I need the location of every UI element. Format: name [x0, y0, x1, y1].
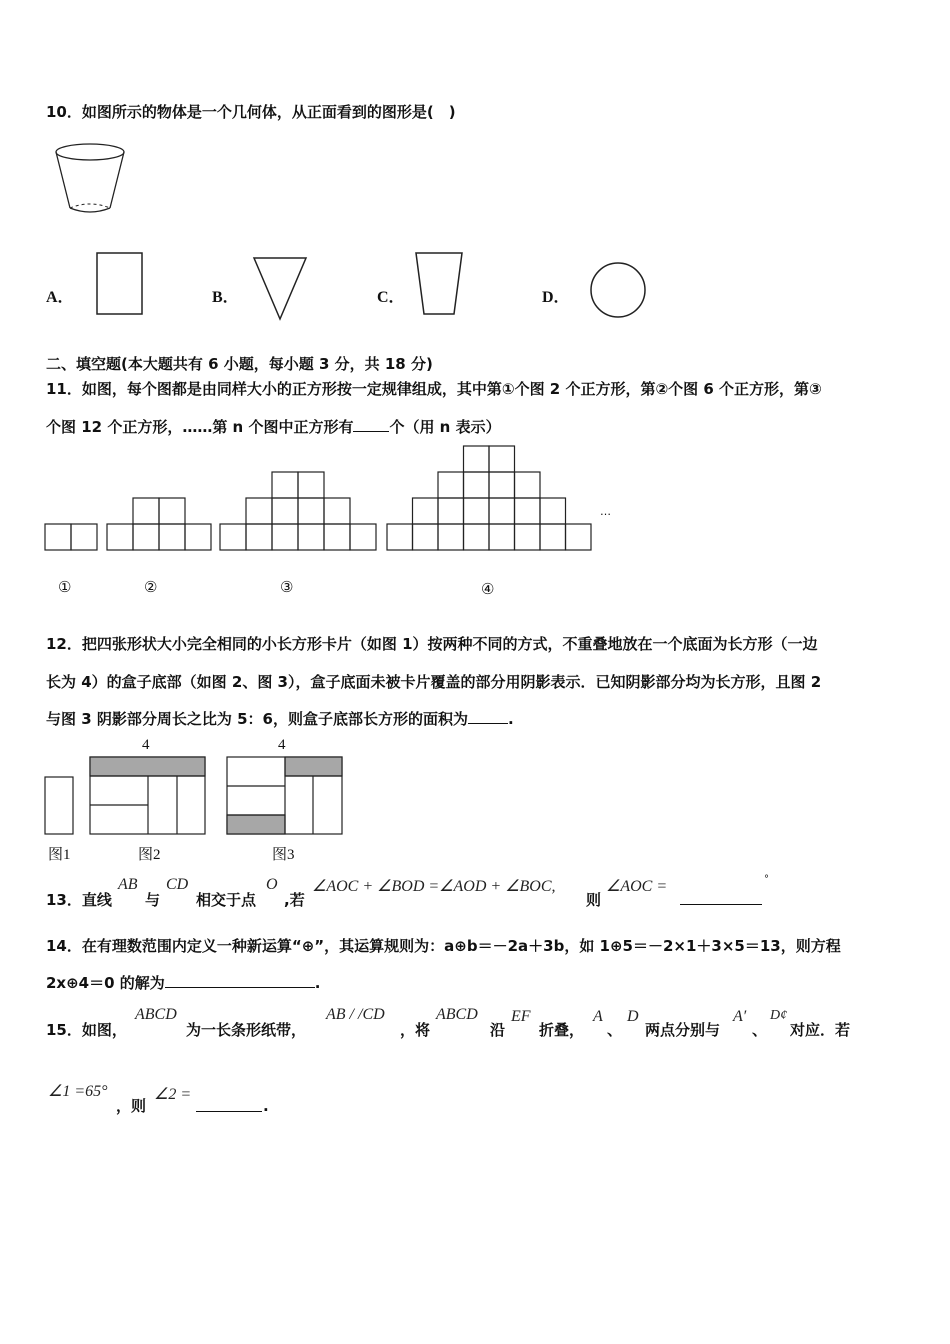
q11-pattern-figures	[40, 440, 620, 560]
q15-text2: ，将	[400, 1021, 431, 1039]
q14-line2-pre: 2x⊕4＝0 的解为	[46, 974, 165, 992]
q15-end: .	[263, 1097, 269, 1115]
q15-math-a-prime: A′	[733, 1008, 747, 1025]
fig2-label: 图2	[138, 847, 161, 863]
q15-text9: ，则	[116, 1097, 147, 1115]
q14-line2-post: .	[314, 974, 321, 992]
fig2-top-label: 4	[142, 737, 150, 753]
q13-math-aoc: ∠AOC =	[606, 878, 668, 895]
q13-prefix: 13．直线	[46, 891, 112, 909]
option-b-triangle	[252, 256, 308, 322]
pattern-label-4: ④	[481, 582, 495, 598]
fig3-label: 图3	[272, 847, 295, 863]
pattern-3	[220, 472, 376, 550]
pattern-2	[107, 498, 211, 550]
q15-text7: 、	[752, 1021, 768, 1039]
q13-math-equation: ∠AOC + ∠BOD =∠AOD + ∠BOC,	[312, 878, 556, 895]
q15-math-a: A	[593, 1008, 603, 1025]
q13-with: 与	[145, 891, 161, 909]
q15-math-abcd2: ABCD	[436, 1006, 478, 1023]
option-d-label: D．	[542, 289, 570, 306]
q15-math-ef: EF	[511, 1008, 531, 1025]
q15-text3: 沿	[490, 1021, 506, 1039]
q13-then: 则	[586, 891, 602, 909]
q11-ellipsis: …	[600, 505, 611, 518]
q12-line1: 12．把四张形状大小完全相同的小长方形卡片（如图 1）按两种不同的方式，不重叠地放在一个底面为长方形（一边	[46, 635, 818, 653]
q13-degree: °	[764, 874, 769, 885]
q15-math-abcd: ABCD	[135, 1006, 177, 1023]
option-a-label: A．	[46, 289, 74, 306]
q12-line3-pre: 与图 3 阴影部分周长之比为 5：6，则盒子底部长方形的面积为	[46, 710, 468, 728]
q15-text1: 为一长条形纸带，	[186, 1021, 307, 1039]
q12-line3	[46, 709, 514, 729]
q15-math-d-prime: D¢	[770, 1008, 788, 1023]
pattern-4	[387, 446, 591, 550]
q15-answer-blank[interactable]	[196, 1098, 262, 1112]
q11-line2	[46, 417, 501, 437]
q12-answer-blank[interactable]	[468, 709, 508, 724]
q14-line2	[46, 973, 320, 993]
cup-figure	[52, 142, 128, 218]
q15-math-angle1: ∠1 =65°	[48, 1083, 108, 1100]
q13-math-ab: AB	[118, 876, 138, 893]
q11-line2-post: 个（用 n 表示）	[389, 418, 501, 436]
q12-box-figures	[40, 754, 350, 838]
option-b-label: B．	[212, 289, 239, 306]
q13-intersect: 相交于点	[196, 891, 257, 909]
q13-if: ,若	[284, 891, 305, 909]
q15-text4: 折叠，	[539, 1021, 585, 1039]
option-d-circle	[588, 261, 648, 319]
pattern-label-2: ②	[144, 580, 158, 596]
q13-answer-blank[interactable]	[680, 890, 762, 905]
q15-math-parallel: AB / /CD	[326, 1006, 385, 1023]
q11-line2-pre: 个图 12 个正方形，……第 n 个图中正方形有	[46, 418, 354, 436]
option-a-rectangle	[96, 252, 144, 316]
q14-answer-blank[interactable]	[165, 973, 315, 988]
q15-math-angle2: ∠2 =	[154, 1086, 192, 1103]
q10-text: 10．如图所示的物体是一个几何体，从正面看到的图形是( )	[46, 103, 456, 121]
q15-text5: 、	[607, 1021, 623, 1039]
q12-line3-post: .	[507, 710, 514, 728]
option-c-trapezoid	[414, 251, 464, 317]
q11-answer-blank[interactable]	[353, 417, 389, 432]
q15-text8: 对应．若	[790, 1021, 851, 1039]
fig3-top-label: 4	[278, 737, 286, 753]
q11-line1: 11．如图，每个图都是由同样大小的正方形按一定规律组成，其中第①个图 2 个正方形，第②个图 6 个正方形，第③	[46, 380, 822, 398]
option-c-label: C．	[377, 289, 405, 306]
q15-prefix: 15．如图，	[46, 1021, 127, 1039]
q15-text6: 两点分别与	[645, 1021, 721, 1039]
fig1-label: 图1	[48, 847, 71, 863]
pattern-label-1: ①	[58, 580, 72, 596]
q15-math-d: D	[627, 1008, 639, 1025]
q13-math-o: O	[266, 876, 278, 893]
section2-title: 二、填空题(本大题共有 6 小题，每小题 3 分，共 18 分)	[46, 355, 433, 373]
q13-math-cd: CD	[166, 876, 189, 893]
pattern-label-3: ③	[280, 580, 294, 596]
pattern-1	[45, 524, 97, 550]
q14-line1: 14．在有理数范围内定义一种新运算“⊕”，其运算规则为：a⊕b＝－2a＋3b，如 1⊕5＝－2×1＋3×5＝13，则方程	[46, 937, 841, 955]
q12-line2: 长为 4）的盒子底部（如图 2、图 3），盒子底面未被卡片覆盖的部分用阴影表示．已知阴影部分均为长方形，且图 2	[46, 673, 822, 691]
